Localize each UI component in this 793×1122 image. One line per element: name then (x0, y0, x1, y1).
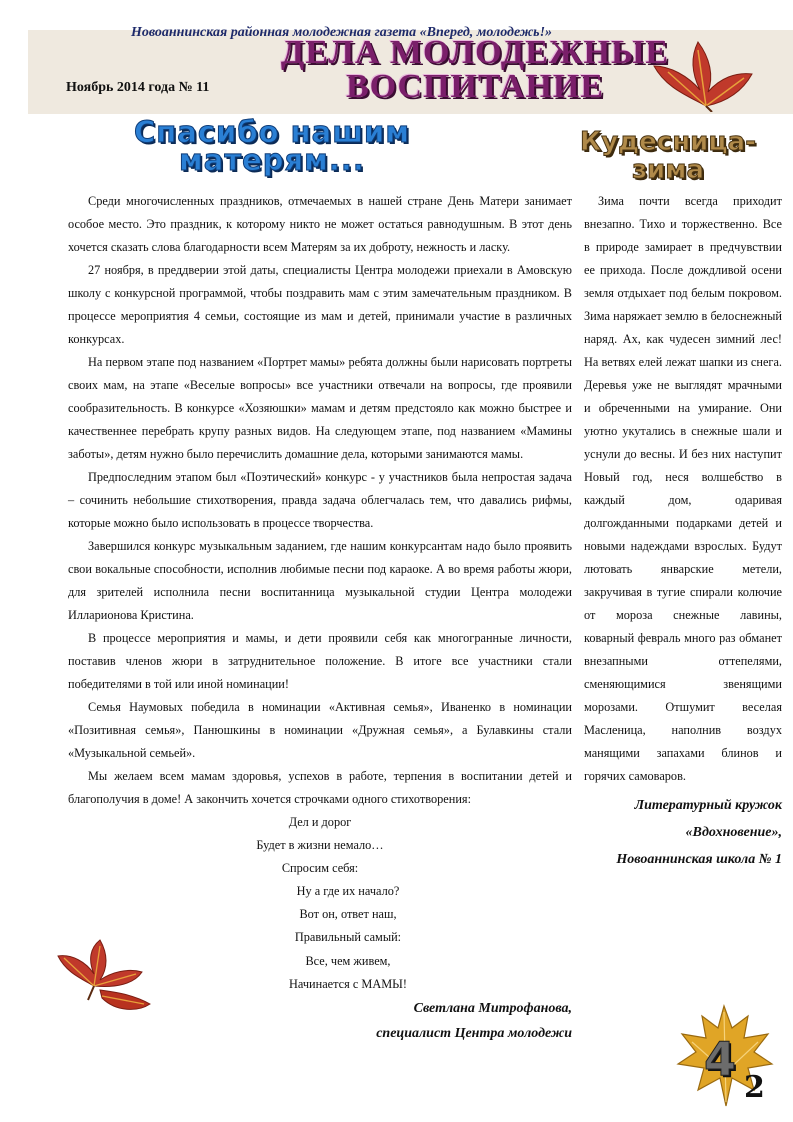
poem-line: Ну а где их начало? (296, 884, 400, 899)
autumn-leaf-icon (648, 36, 758, 112)
main-paragraph: Среди многочисленных праздников, отмечаемых в нашей стране День Матери занимает особое место. Это праздник, к которому никто не может остаться равнодушным. В этот день хочется сказать слова благодарности всем Матерям за их доброту, нежность и ласку. (68, 194, 572, 254)
poem-line: Правильный самый: (294, 930, 402, 945)
poem-line: Будет в жизни немало… (256, 838, 384, 853)
side-signature-line: Литературный кружок (634, 798, 782, 813)
poem-line: Вот он, ответ наш, (299, 907, 397, 922)
signature-author: Светлана Митрофанова, (413, 1000, 572, 1016)
main-paragraph: В процессе мероприятия и мамы, и дети проявили себя как многогранные личности, поставив членов жюри в затруднительное положение. В итоге все участники стали победителями в той или иной номинации! (68, 631, 572, 691)
main-paragraph: Завершился конкурс музыкальным заданием, где нашим конкурсантам надо было проявить свои вокальные способности, исполнив любимые песни под караоке. А во время работы жюри, для зрителей исполнила песни воспитанница музыкальной студии Центра молодежи Илларионова Кристина. (68, 539, 572, 622)
side-title-line-1: Кудесница- (579, 127, 757, 157)
autumn-leaf-icon (54, 938, 164, 1018)
main-paragraph: Предпоследним этапом был «Поэтический» конкурс - у участников была непростая задача – сочинить небольшие стихотворения, правда задача облегчалась тем, что давались рифмы, которые можно было использовать в процессе творчества. (68, 470, 572, 530)
side-title-line-2: зима (631, 155, 705, 185)
side-signature (584, 792, 782, 873)
newspaper-name: Новоаннинская районная молодежная газета «Вперед, молодежь!» (130, 25, 553, 40)
poem-line: Начинается с МАМЫ! (289, 976, 407, 991)
main-title-line-2: матерям... (179, 143, 365, 177)
side-paragraph: Зима почти всегда приходит внезапно. Тихо и торжественно. Все в природе замирает в предчувствии ее прихода. После дождливой осени земля отдыхает под белым покровом. Зима наряжает землю в белоснежный наряд. Ах, как чудесен зимний лес! На ветвях елей лежат шапки из снега. Деревья уже не выглядят мрачными и обреченными на умирание. Они уютно укутались в снежные шали и уснули до весны. И без них наступит Новый год, неся волшебство в каждый дом, одаривая долгожданными подарками детей и новыми надеждами взрослых. Будут лютовать январские метели, закручивая в тугие спирали колючие от мороза снежные лавины, коварный февраль много раз обманет внезапными оттепелями, сменяющимися звенящими морозами. Отшумит веселая Масленица, наполнив воздух манящими запахами блинов и горячих самоваров. (584, 194, 782, 783)
page-number-small: 2 (744, 1070, 765, 1105)
main-paragraph: 27 ноября, в преддверии этой даты, специалисты Центра молодежи приехали в Амовскую школу с конкурсной программой, чтобы поздравить мам с этим замечательным праздником. В процессе мероприятия 4 семьи, состоящие из мам и детей, принимали участие в различных конкурсах. (68, 263, 572, 346)
main-title-line-1: Спасибо нашим (133, 115, 411, 149)
masthead-line-2: ВОСПИТАНИЕ (345, 68, 605, 104)
masthead-line-1: ДЕЛА МОЛОДЕЖНЫЕ (280, 36, 670, 71)
main-article-title (92, 115, 452, 177)
poem-line: Дел и дорог (288, 815, 352, 829)
issue-date: Ноябрь 2014 года № 11 (66, 80, 210, 95)
poem-line: Все, чем живем, (305, 953, 391, 968)
side-signature-line: «Вдохновение», (685, 825, 782, 840)
main-article (68, 190, 572, 1046)
main-paragraph: На первом этапе под названием «Портрет мамы» ребята должны были нарисовать портреты своих мам, на этапе «Веселые вопросы» все участники отвечали на вопросы, где проявили сообразительность. В конкурсе «Хозяюшки» мамам и детям предстояло как можно быстрее и качественнее перебрать крупу разных видов. На следующем этапе, под названием «Мамины заботы», детям нужно было перечислить домашние дела, которыми занимаются мамы. (68, 355, 572, 461)
side-article-title (568, 128, 768, 184)
main-paragraph: Семья Наумовых победила в номинации «Активная семья», Иваненко в номинации «Позитивная семья», Панюшкины в номинации «Дружная семья», а Булавкины стали «Музыкальной семьей». (68, 700, 572, 760)
side-article (584, 190, 782, 873)
main-paragraph: Мы желаем всем мамам здоровья, успехов в работе, терпения в воспитании детей и благополучия в доме! А закончить хочется строчками одного стихотворения: (68, 769, 572, 806)
section-masthead (280, 36, 670, 104)
page-number-large: 4 (704, 1032, 737, 1086)
poem-line: Спросим себя: (281, 861, 359, 876)
signature-role: специалист Центра молодежи (376, 1025, 572, 1041)
side-signature-line: Новоаннинская школа № 1 (616, 852, 782, 867)
